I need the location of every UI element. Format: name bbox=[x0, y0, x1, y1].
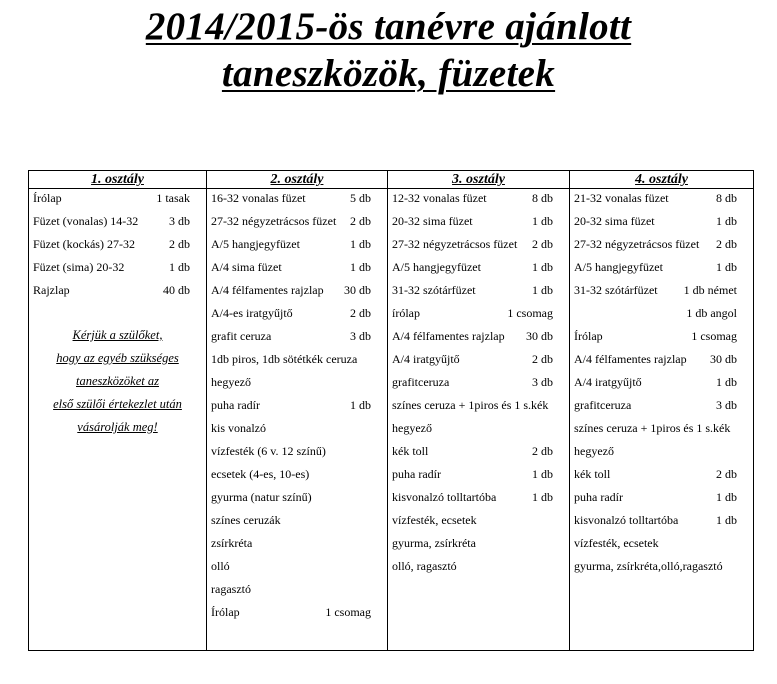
item-quantity: 2 db bbox=[169, 237, 190, 251]
note-line: első szülői értekezlet után bbox=[53, 397, 182, 411]
item-quantity: 2 db bbox=[350, 214, 371, 228]
list-item bbox=[392, 559, 565, 582]
note-line: Kérjük a szülőket, bbox=[72, 328, 163, 342]
item-quantity: 8 db bbox=[532, 191, 553, 205]
item-name: A/4 félfamentes rajzlap bbox=[574, 352, 687, 366]
item-name: A/5 hangjegyfüzet bbox=[211, 237, 300, 251]
item-quantity: 5 db bbox=[350, 191, 371, 205]
note-line: hogy az egyéb szükséges bbox=[56, 351, 179, 365]
list-item bbox=[33, 191, 202, 214]
item-name: 1db piros, 1db sötétkék ceruza bbox=[211, 352, 358, 366]
item-name: A/5 hangjegyfüzet bbox=[574, 260, 663, 274]
column-grade-4 bbox=[570, 189, 754, 651]
list-item bbox=[211, 513, 383, 536]
item-name: Rajzlap bbox=[33, 283, 70, 297]
item-quantity: 8 db bbox=[716, 191, 737, 205]
item-quantity: 2 db bbox=[716, 237, 737, 251]
item-name: 20-32 sima füzet bbox=[392, 214, 473, 228]
column-grade-3 bbox=[388, 189, 570, 651]
item-name: kék toll bbox=[574, 467, 611, 481]
list-item bbox=[211, 490, 383, 513]
item-quantity: 1 db német bbox=[683, 283, 737, 297]
item-name: színes ceruza + 1piros és 1 s.kék bbox=[574, 421, 731, 435]
list-item bbox=[574, 559, 749, 582]
item-name: ecsetek (4-es, 10-es) bbox=[211, 467, 310, 481]
item-quantity: 1 tasak bbox=[156, 191, 190, 205]
item-name: Írólap bbox=[574, 329, 603, 343]
item-quantity: 2 db bbox=[716, 467, 737, 481]
item-quantity: 2 db bbox=[532, 237, 553, 251]
title-line-2: taneszközök, füzetek bbox=[221, 52, 556, 95]
title-line-1: 2014/2015-ös tanévre ajánlott bbox=[145, 5, 632, 48]
item-name: hegyező bbox=[574, 444, 614, 458]
list-item bbox=[211, 352, 383, 375]
list-item bbox=[574, 467, 749, 490]
list-item bbox=[574, 214, 749, 237]
item-name: hegyező bbox=[392, 421, 432, 435]
item-name: gyurma (natur színű) bbox=[211, 490, 312, 504]
item-quantity: 1 db bbox=[350, 260, 371, 274]
list-item bbox=[574, 306, 749, 329]
item-name: gyurma, zsírkréta bbox=[392, 536, 476, 550]
list-item bbox=[211, 421, 383, 444]
list-item bbox=[574, 191, 749, 214]
item-name: zsírkréta bbox=[211, 536, 253, 550]
item-quantity: 2 db bbox=[532, 352, 553, 366]
list-item bbox=[574, 352, 749, 375]
item-name: 16-32 vonalas füzet bbox=[211, 191, 306, 205]
header-grade-4: 4. osztály bbox=[570, 171, 754, 189]
item-name: A/4-es iratgyűjtő bbox=[211, 306, 293, 320]
item-name: 27-32 négyzetrácsos füzet bbox=[211, 214, 337, 228]
list-item bbox=[211, 536, 383, 559]
item-name: írólap bbox=[392, 306, 420, 320]
list-item bbox=[574, 375, 749, 398]
item-name: grafitceruza bbox=[392, 375, 450, 389]
item-name: 21-32 vonalas füzet bbox=[574, 191, 669, 205]
list-item bbox=[392, 444, 565, 467]
list-item bbox=[392, 513, 565, 536]
note-line: vásárolják meg! bbox=[77, 420, 158, 434]
header-grade-2: 2. osztály bbox=[207, 171, 388, 189]
list-item bbox=[574, 444, 749, 467]
item-name: A/4 sima füzet bbox=[211, 260, 282, 274]
list-item bbox=[574, 260, 749, 283]
list-item bbox=[211, 559, 383, 582]
item-name: 12-32 vonalas füzet bbox=[392, 191, 487, 205]
item-name: kis vonalzó bbox=[211, 421, 266, 435]
item-quantity: 30 db bbox=[344, 283, 371, 297]
item-quantity: 30 db bbox=[526, 329, 553, 343]
item-quantity: 1 db bbox=[532, 283, 553, 297]
item-name: 20-32 sima füzet bbox=[574, 214, 655, 228]
item-quantity: 1 db bbox=[532, 260, 553, 274]
list-item bbox=[33, 283, 202, 306]
item-quantity: 1 csomag bbox=[507, 306, 553, 320]
item-quantity: 1 db bbox=[532, 214, 553, 228]
item-quantity: 1 db bbox=[716, 214, 737, 228]
list-item bbox=[211, 237, 383, 260]
item-quantity: 1 db bbox=[716, 490, 737, 504]
item-name: 31-32 szótárfüzet bbox=[392, 283, 476, 297]
item-name: kisvonalzó tolltartóba bbox=[574, 513, 679, 527]
column-grade-1 bbox=[29, 189, 207, 651]
item-quantity: 2 db bbox=[532, 444, 553, 458]
list-item bbox=[574, 421, 749, 444]
item-quantity: 1 db bbox=[350, 237, 371, 251]
list-item bbox=[392, 375, 565, 398]
list-item bbox=[33, 260, 202, 283]
item-name: színes ceruzák bbox=[211, 513, 281, 527]
item-quantity: 1 db bbox=[716, 260, 737, 274]
supplies-table bbox=[28, 170, 754, 651]
header-grade-3: 3. osztály bbox=[388, 171, 570, 189]
item-name: 27-32 négyzetrácsos füzet bbox=[392, 237, 518, 251]
item-quantity: 1 db bbox=[169, 260, 190, 274]
list-item bbox=[392, 191, 565, 214]
item-name: grafit ceruza bbox=[211, 329, 272, 343]
item-name: A/4 iratgyűjtő bbox=[392, 352, 460, 366]
list-item bbox=[211, 605, 383, 628]
item-quantity: 30 db bbox=[710, 352, 737, 366]
item-name: puha radír bbox=[392, 467, 441, 481]
list-item bbox=[392, 237, 565, 260]
item-name: puha radír bbox=[574, 490, 623, 504]
item-quantity: 3 db bbox=[716, 398, 737, 412]
list-item bbox=[574, 490, 749, 513]
item-name: vízfesték (6 v. 12 színű) bbox=[211, 444, 326, 458]
item-quantity: 1 db bbox=[350, 398, 371, 412]
item-name: Írólap bbox=[211, 605, 240, 619]
list-item bbox=[574, 329, 749, 352]
item-quantity: 1 csomag bbox=[325, 605, 371, 619]
list-item bbox=[392, 283, 565, 306]
list-item bbox=[392, 421, 565, 444]
item-quantity: 40 db bbox=[163, 283, 190, 297]
list-item bbox=[392, 490, 565, 513]
list-item bbox=[211, 283, 383, 306]
item-quantity: 3 db bbox=[169, 214, 190, 228]
list-item bbox=[574, 513, 749, 536]
column-grade-2 bbox=[207, 189, 388, 651]
list-item bbox=[211, 444, 383, 467]
item-name: Füzet (sima) 20-32 bbox=[33, 260, 125, 274]
item-name: Írólap bbox=[33, 191, 62, 205]
item-quantity: 1 db bbox=[716, 513, 737, 527]
list-item bbox=[574, 237, 749, 260]
list-item bbox=[392, 260, 565, 283]
list-item bbox=[211, 260, 383, 283]
list-item bbox=[392, 398, 565, 421]
item-name: A/4 félfamentes rajzlap bbox=[211, 283, 324, 297]
item-name: Füzet (vonalas) 14-32 bbox=[33, 214, 139, 228]
item-name: 31-32 szótárfüzet bbox=[574, 283, 658, 297]
item-name: olló, ragasztó bbox=[392, 559, 457, 573]
item-name: 27-32 négyzetrácsos füzet bbox=[574, 237, 700, 251]
list-item bbox=[33, 237, 202, 260]
list-item bbox=[211, 582, 383, 605]
item-name: gyurma, zsírkréta,olló,ragasztó bbox=[574, 559, 723, 573]
item-quantity: 3 db bbox=[350, 329, 371, 343]
item-quantity: 1 db angol bbox=[686, 306, 737, 320]
list-item bbox=[211, 329, 383, 352]
list-item bbox=[211, 214, 383, 237]
note-line: taneszközöket az bbox=[76, 374, 159, 388]
item-name: grafitceruza bbox=[574, 398, 632, 412]
item-name: színes ceruza + 1piros és 1 s.kék bbox=[392, 398, 549, 412]
item-quantity: 1 db bbox=[532, 490, 553, 504]
item-quantity: 3 db bbox=[532, 375, 553, 389]
item-name: A/5 hangjegyfüzet bbox=[392, 260, 481, 274]
item-name: olló bbox=[211, 559, 230, 573]
item-name: vízfesték, ecsetek bbox=[392, 513, 477, 527]
list-item bbox=[211, 398, 383, 421]
item-name: A/4 félfamentes rajzlap bbox=[392, 329, 505, 343]
list-item bbox=[211, 467, 383, 490]
item-name: A/4 iratgyűjtő bbox=[574, 375, 642, 389]
item-quantity: 2 db bbox=[350, 306, 371, 320]
list-item bbox=[392, 306, 565, 329]
item-name: puha radír bbox=[211, 398, 260, 412]
header-row bbox=[29, 171, 754, 189]
list-item bbox=[574, 398, 749, 421]
list-item bbox=[392, 214, 565, 237]
header-grade-1: 1. osztály bbox=[29, 171, 207, 189]
item-quantity: 1 db bbox=[532, 467, 553, 481]
list-item bbox=[211, 306, 383, 329]
item-quantity: 1 db bbox=[716, 375, 737, 389]
parents-note bbox=[33, 324, 202, 439]
list-item bbox=[392, 352, 565, 375]
list-item bbox=[574, 283, 749, 306]
list-item bbox=[33, 214, 202, 237]
item-name: ragasztó bbox=[211, 582, 251, 596]
item-name: hegyező bbox=[211, 375, 251, 389]
list-item bbox=[574, 536, 749, 559]
item-name: Füzet (kockás) 27-32 bbox=[33, 237, 135, 251]
list-item bbox=[211, 375, 383, 398]
list-item bbox=[211, 191, 383, 214]
item-name: vízfesték, ecsetek bbox=[574, 536, 659, 550]
item-name: kék toll bbox=[392, 444, 429, 458]
list-item bbox=[392, 536, 565, 559]
item-quantity: 1 csomag bbox=[691, 329, 737, 343]
list-item bbox=[392, 329, 565, 352]
list-item bbox=[392, 467, 565, 490]
item-name: kisvonalzó tolltartóba bbox=[392, 490, 497, 504]
